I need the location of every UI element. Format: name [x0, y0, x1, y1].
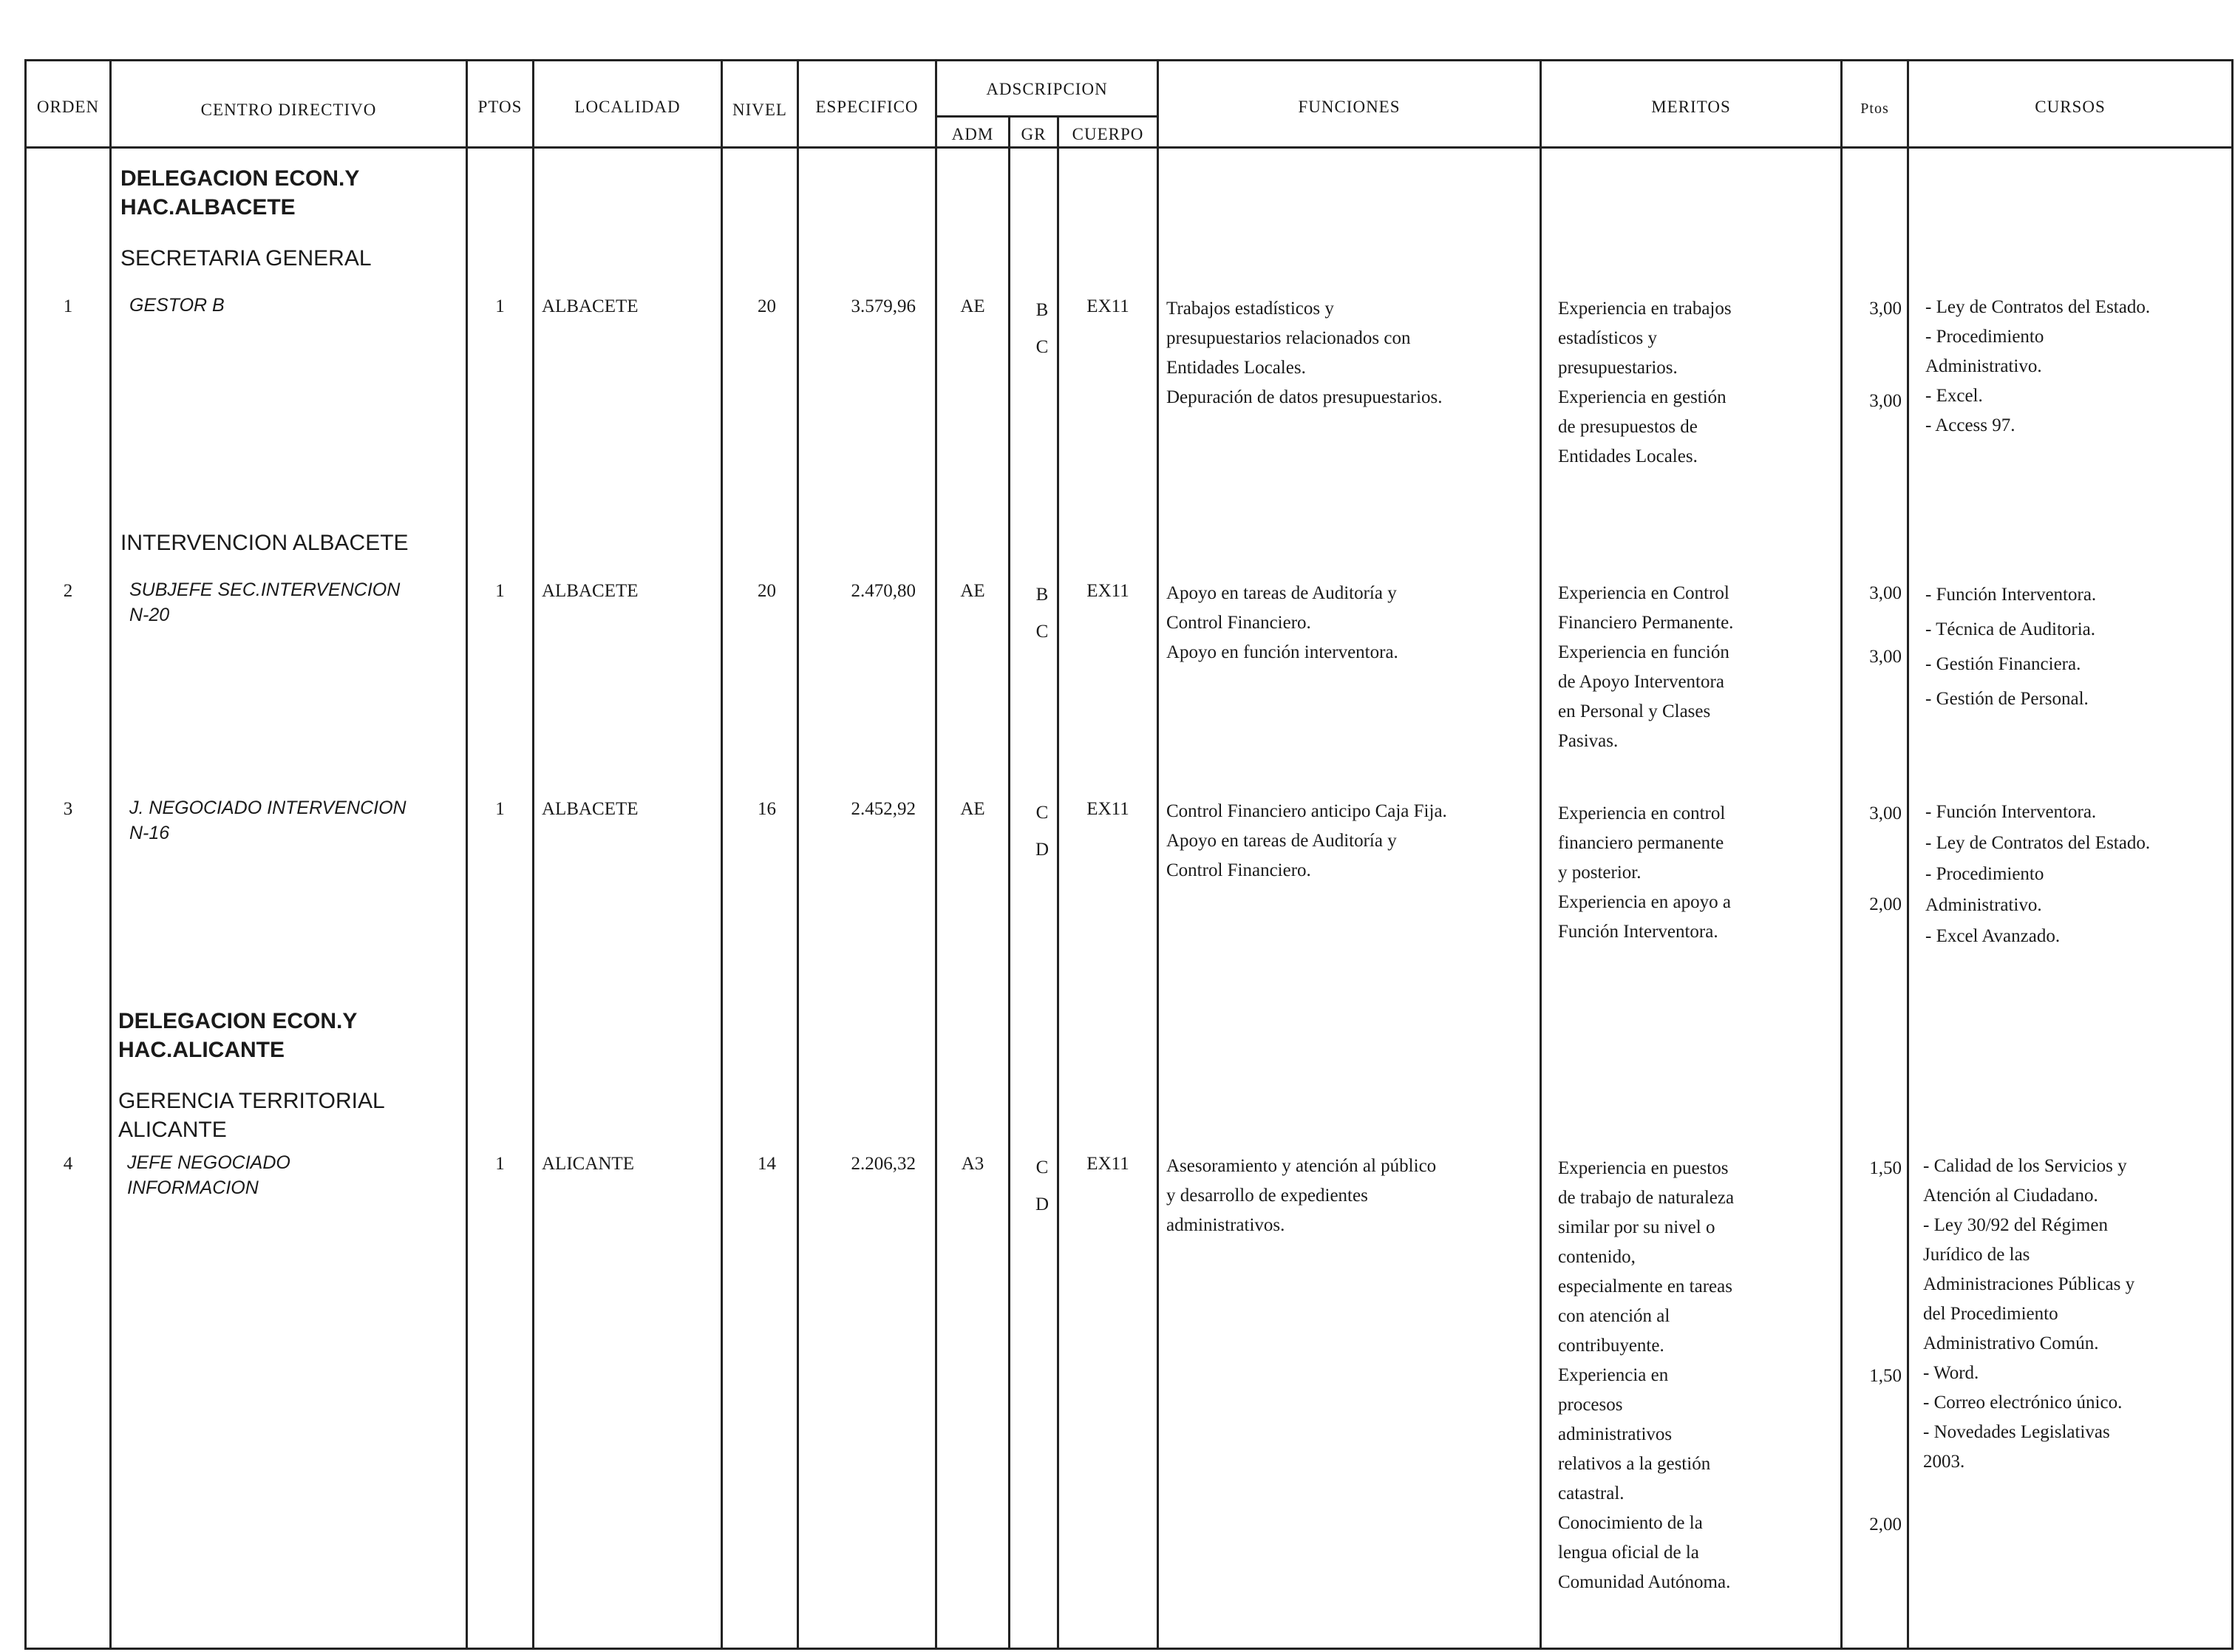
row-1-ptos: 1 [495, 296, 505, 316]
row-4-orden: 4 [63, 1154, 73, 1174]
row-1-meritos: Experiencia en trabajos estadísticos y presupuestarios. Experiencia en gestión de presupuestos de Entidades Locales. [1558, 299, 1732, 466]
row-3-adm: AE [960, 799, 985, 819]
table-bottom-border [24, 1648, 2231, 1650]
header-funciones: FUNCIONES [1298, 98, 1401, 116]
row-1-adm: AE [960, 296, 985, 316]
row-2-cuerpo: EX11 [1086, 581, 1129, 601]
section-secretaria-general: SECRETARIA GENERAL [120, 246, 372, 271]
header-especifico: ESPECIFICO [815, 98, 919, 116]
col-border [532, 59, 534, 1650]
row-3-orden: 3 [63, 799, 73, 819]
row-3-puesto: J. NEGOCIADO INTERVENCION N-16 [129, 798, 406, 843]
row-3-funciones: Control Financiero anticipo Caja Fija. Apoyo en tareas de Auditoría y Control Financiero. [1166, 801, 1447, 880]
section-gerencia-alicante: GERENCIA TERRITORIAL ALICANTE [118, 1089, 385, 1142]
row-4-puesto: JEFE NEGOCIADO INFORMACION [127, 1152, 290, 1198]
header-localidad: LOCALIDAD [574, 98, 681, 116]
row-4-merito-ptos-3: 2,00 [1869, 1515, 1902, 1534]
row-2-merito-ptos-1: 3,00 [1869, 583, 1902, 603]
row-1-funciones: Trabajos estadísticos y presupuestarios relacionados con Entidades Locales. Depuración de datos presupuestarios. [1166, 299, 1443, 407]
header-nivel: NIVEL [732, 101, 787, 119]
row-4-funciones: Asesoramiento y atención al público y desarrollo de expedientes administrativos. [1166, 1156, 1437, 1235]
row-4-nivel: 14 [758, 1154, 776, 1174]
row-4-cuerpo: EX11 [1086, 1154, 1129, 1174]
row-3-merito-ptos-1: 3,00 [1869, 803, 1902, 823]
row-1-cursos: - Ley de Contratos del Estado. - Procedimiento Administrativo. - Excel. - Access 97. [1925, 297, 2151, 435]
col-border [1008, 115, 1010, 1650]
row-3-cuerpo: EX11 [1086, 799, 1129, 819]
adscripcion-divider [935, 115, 1157, 118]
row-4-merito-ptos-1: 1,50 [1869, 1158, 1902, 1178]
row-2-cursos: - Función Interventora. - Técnica de Auditoria. - Gestión Financiera. - Gestión de Personal. [1925, 585, 2097, 709]
header-orden: ORDEN [36, 98, 100, 116]
header-ptos-meritos: Ptos [1860, 101, 1889, 117]
col-border [721, 59, 723, 1650]
row-4-localidad: ALICANTE [542, 1154, 634, 1174]
row-1-merito-ptos-2: 3,00 [1869, 391, 1902, 411]
col-border [1157, 59, 1159, 1650]
table-top-border [24, 59, 2231, 61]
header-meritos: MERITOS [1651, 98, 1731, 116]
col-border [1540, 59, 1542, 1650]
row-2-meritos: Experiencia en Control Financiero Permanente. Experiencia en función de Apoyo Interventora en Personal y Clases Pasivas. [1558, 583, 1734, 751]
row-4-adm: A3 [961, 1154, 984, 1174]
header-bottom-border [24, 146, 2231, 149]
row-4-merito-ptos-2: 1,50 [1869, 1366, 1902, 1386]
row-1-cuerpo: EX11 [1086, 296, 1129, 316]
row-3-ptos: 1 [495, 799, 505, 819]
row-4-ptos: 1 [495, 1154, 505, 1174]
row-2-adm: AE [960, 581, 985, 601]
row-4-meritos: Experiencia en puestos de trabajo de naturaleza similar por su nivel o contenido, especialmente en tareas con atención al contribuyente. Experiencia en procesos administrativos relativos a la gestión catastral. Conocimiento de la lengua oficial de la Comunidad Autónoma. [1558, 1158, 1735, 1592]
section-delegacion-alicante: DELEGACION ECON.Y HAC.ALICANTE [118, 1009, 358, 1062]
row-4-especifico: 2.206,32 [851, 1154, 916, 1174]
col-border [109, 59, 112, 1650]
col-border [1907, 59, 1909, 1650]
row-1-especifico: 3.579,96 [851, 296, 916, 316]
row-4-gr: C D [1035, 1158, 1050, 1214]
row-4-cursos: - Calidad de los Servicios y Atención al Ciudadano. - Ley 30/92 del Régimen Jurídico de las Administraciones Públicas y del Procedimiento Administrativo Común. - Word. - Correo electrónico único. - Novedades Legislativas 2003. [1923, 1156, 2135, 1472]
row-2-orden: 2 [63, 581, 73, 601]
row-1-localidad: ALBACETE [542, 296, 639, 316]
section-delegacion-albacete: DELEGACION ECON.Y HAC.ALBACETE [120, 166, 360, 220]
row-2-funciones: Apoyo en tareas de Auditoría y Control Financiero. Apoyo en función interventora. [1166, 583, 1398, 662]
header-adscripcion: ADSCRIPCION [986, 80, 1108, 98]
row-2-ptos: 1 [495, 581, 505, 601]
header-cursos: CURSOS [2035, 98, 2106, 116]
row-3-especifico: 2.452,92 [851, 799, 916, 819]
col-border [2231, 59, 2234, 1650]
row-2-gr: B C [1035, 585, 1049, 642]
row-1-gr: B C [1035, 300, 1049, 357]
header-centro-directivo: CENTRO DIRECTIVO [200, 101, 377, 119]
header-gr: GR [1021, 125, 1047, 143]
row-2-localidad: ALBACETE [542, 581, 639, 601]
row-1-merito-ptos-1: 3,00 [1869, 299, 1902, 319]
section-intervencion-albacete: INTERVENCION ALBACETE [120, 531, 409, 555]
row-2-nivel: 20 [758, 581, 776, 601]
row-2-puesto: SUBJEFE SEC.INTERVENCION N-20 [129, 579, 401, 625]
row-3-gr: C D [1035, 803, 1050, 860]
header-adm: ADM [951, 125, 994, 143]
header-ptos: PTOS [477, 98, 523, 116]
row-2-especifico: 2.470,80 [851, 581, 916, 601]
row-1-orden: 1 [63, 296, 73, 316]
row-3-localidad: ALBACETE [542, 799, 639, 819]
header-cuerpo: CUERPO [1072, 125, 1144, 143]
row-3-cursos: - Función Interventora. - Ley de Contratos del Estado. - Procedimiento Administrativo. - Excel Avanzado. [1925, 802, 2151, 946]
row-2-merito-ptos-2: 3,00 [1869, 647, 1902, 667]
row-1-nivel: 20 [758, 296, 776, 316]
row-3-meritos: Experiencia en control financiero permanente y posterior. Experiencia en apoyo a Función Interventora. [1558, 803, 1731, 942]
row-3-merito-ptos-2: 2,00 [1869, 894, 1902, 914]
row-1-puesto: GESTOR B [129, 295, 225, 316]
row-3-nivel: 16 [758, 799, 776, 819]
